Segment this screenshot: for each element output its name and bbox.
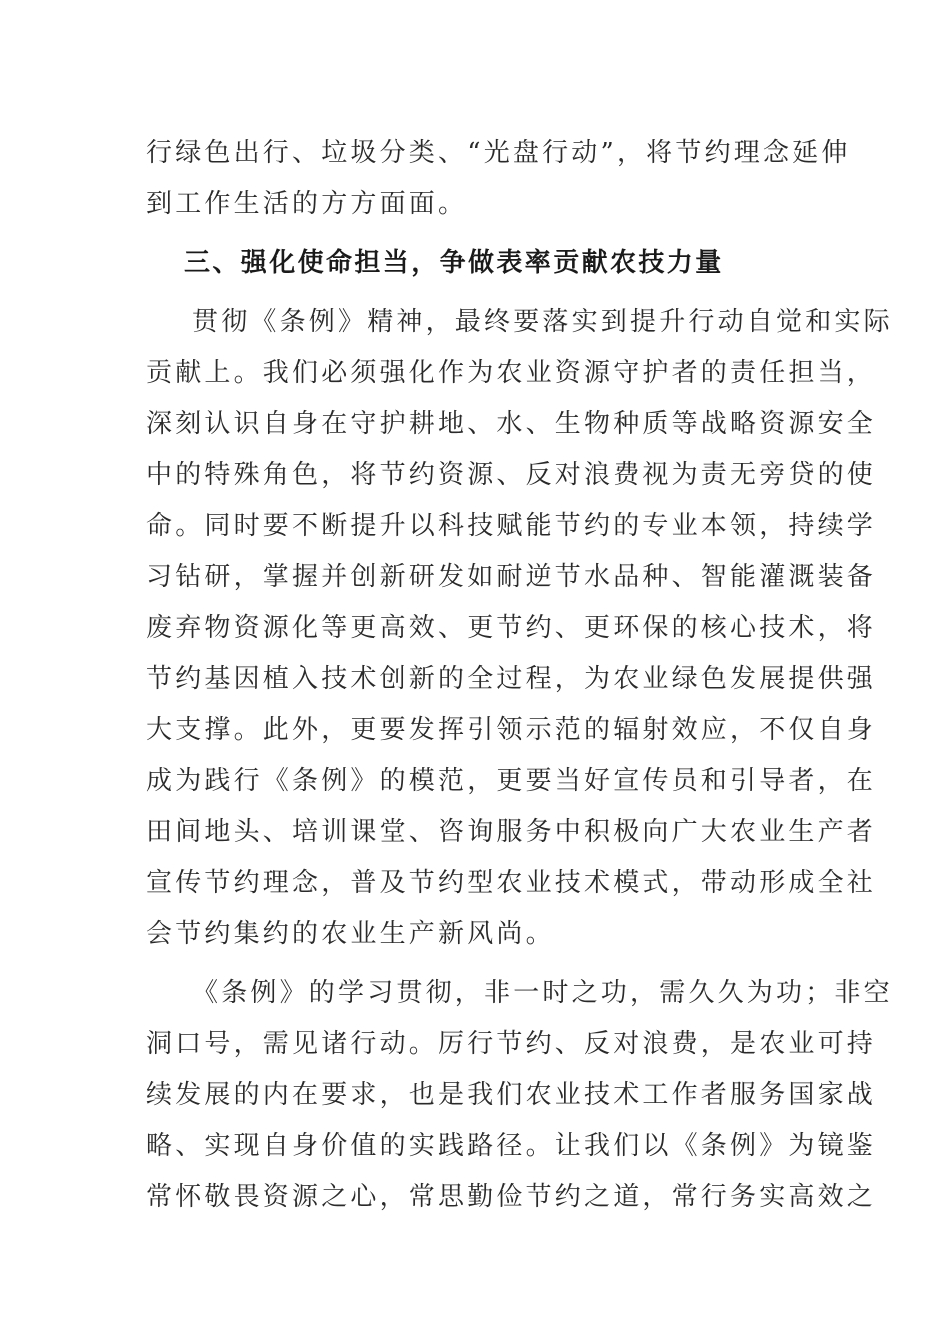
text-line: 常怀敬畏资源之心，常思勤俭节约之道，常行务实高效之 xyxy=(146,1182,877,1212)
text-line: 宣传节约理念，普及节约型农业技术模式，带动形成全社 xyxy=(146,868,877,898)
text-line: 废弃物资源化等更高效、更节约、更环保的核心技术，将 xyxy=(146,613,877,643)
text-line: 洞口号，需见诸行动。厉行节约、反对浪费，是农业可持 xyxy=(146,1029,877,1059)
text-line: 习钻研，掌握并创新研发如耐逆节水品种、智能灌溉装备 xyxy=(146,562,877,592)
text-line: 略、实现自身价值的实践路径。让我们以《条例》为镜鉴 xyxy=(146,1131,877,1161)
text-line: 命。同时要不断提升以科技赋能节约的专业本领，持续学 xyxy=(146,511,877,541)
text-line: 中的特殊角色，将节约资源、反对浪费视为责无旁贷的使 xyxy=(146,460,877,490)
section-3-paragraph xyxy=(146,297,893,960)
section-heading: 三、强化使命担当，争做表率贡献农技力量 xyxy=(184,248,724,278)
conclusion-paragraph xyxy=(146,968,893,1223)
text-line: 贯彻《条例》精神，最终要落实到提升行动自觉和实际 xyxy=(192,307,893,337)
text-line: 深刻认识自身在守护耕地、水、生物种质等战略资源安全 xyxy=(146,409,877,439)
text-line: 行绿色出行、垃圾分类、“光盘行动”，将节约理念延伸 xyxy=(146,138,851,168)
text-line: 《条例》的学习贯彻，非一时之功，需久久为功；非空 xyxy=(192,978,893,1008)
text-line: 续发展的内在要求，也是我们农业技术工作者服务国家战 xyxy=(146,1080,877,1110)
text-line: 田间地头、培训课堂、咨询服务中积极向广大农业生产者 xyxy=(146,817,877,847)
document-body xyxy=(146,128,893,1223)
paragraph-continuation xyxy=(146,128,851,230)
text-line: 贡献上。我们必须强化作为农业资源守护者的责任担当， xyxy=(146,358,877,388)
text-line: 会节约集约的农业生产新风尚。 xyxy=(146,919,555,949)
text-line: 成为践行《条例》的模范，更要当好宣传员和引导者，在 xyxy=(146,766,877,796)
text-line: 节约基因植入技术创新的全过程，为农业绿色发展提供强 xyxy=(146,664,877,694)
text-line: 到工作生活的方方面面。 xyxy=(146,189,468,219)
text-line: 大支撑。此外，更要发挥引领示范的辐射效应，不仅自身 xyxy=(146,715,877,745)
